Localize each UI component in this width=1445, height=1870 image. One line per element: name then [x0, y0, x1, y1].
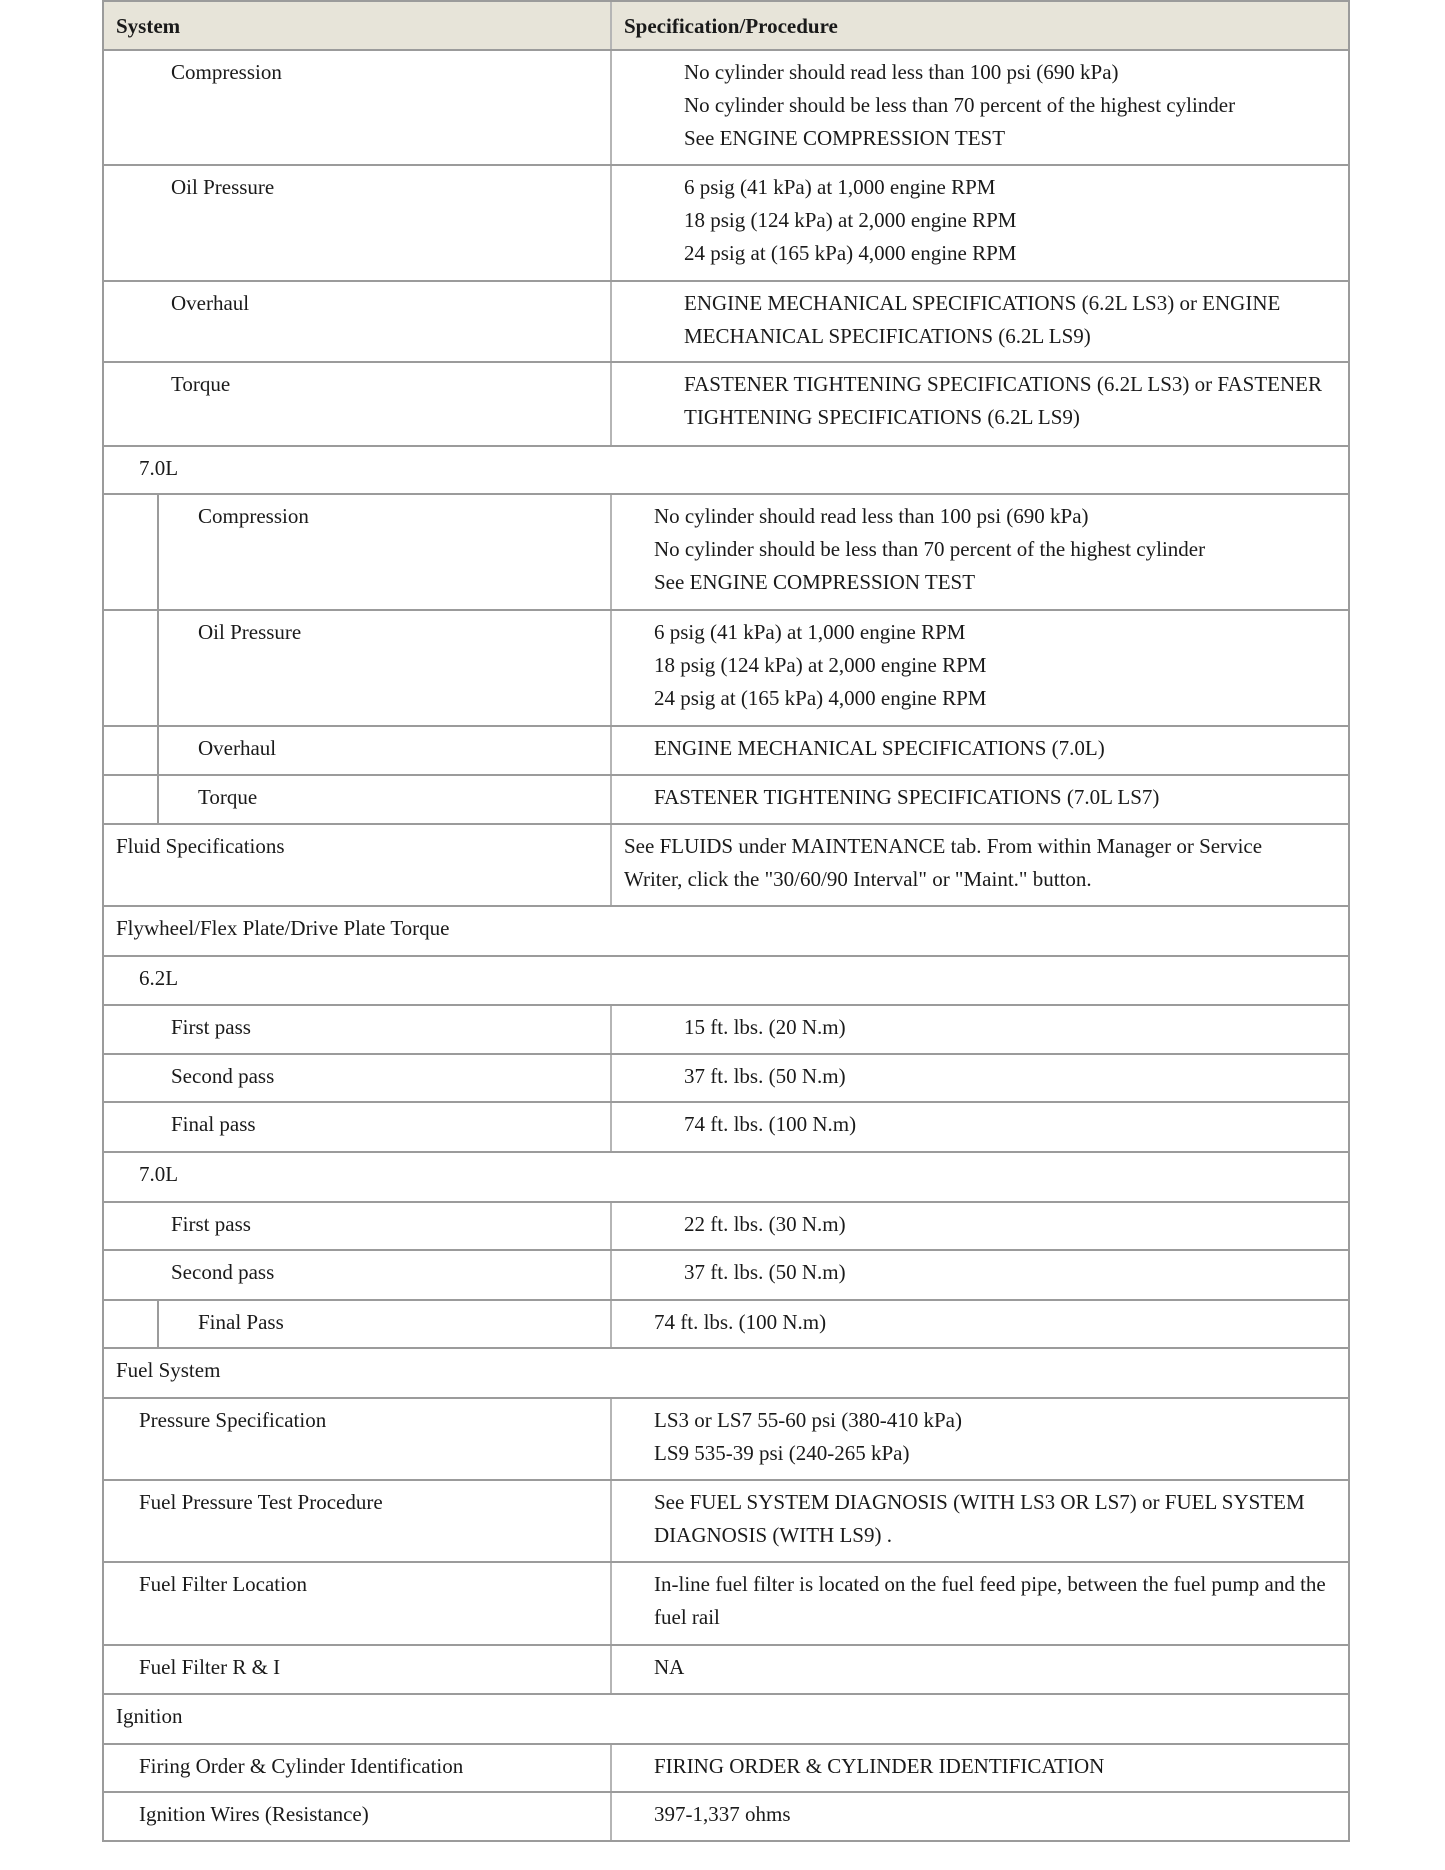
system-cell: Second pass: [171, 1064, 275, 1088]
system-cell: Overhaul: [171, 291, 250, 315]
spec-line: MECHANICAL SPECIFICATIONS (6.2L LS9): [684, 324, 1091, 348]
table-row: [102, 727, 1350, 776]
system-cell: Torque: [198, 785, 258, 809]
table-row: [102, 166, 1350, 282]
indent-bar: [157, 776, 159, 823]
spec-line: LS3 or LS7 55-60 psi (380-410 kPa): [654, 1408, 962, 1432]
system-cell: First pass: [171, 1015, 251, 1039]
spec-line: DIAGNOSIS (WITH LS9) .: [654, 1523, 892, 1547]
spec-line: 18 psig (124 kPa) at 2,000 engine RPM: [684, 208, 1017, 232]
spec-line: No cylinder should read less than 100 psi (690 kPa): [684, 60, 1119, 84]
spec-line: 74 ft. lbs. (100 N.m): [684, 1112, 857, 1136]
spec-cell: [684, 56, 1235, 155]
system-cell: Final Pass: [198, 1310, 284, 1334]
spec-line: See ENGINE COMPRESSION TEST: [654, 570, 976, 594]
column-divider: [610, 727, 612, 774]
column-divider: [610, 166, 612, 280]
column-divider: [610, 825, 612, 905]
column-divider: [610, 495, 612, 609]
spec-cell: [684, 1011, 846, 1044]
indent-bar: [157, 727, 159, 774]
spec-cell: [684, 1256, 846, 1289]
spec-cell: [684, 368, 1322, 434]
column-divider: [610, 1103, 612, 1151]
spec-line: 6 psig (41 kPa) at 1,000 engine RPM: [654, 620, 966, 644]
table-row: [102, 1006, 1350, 1055]
spec-cell: [684, 171, 1016, 270]
spec-line: 18 psig (124 kPa) at 2,000 engine RPM: [654, 653, 987, 677]
spec-table: [102, 0, 1350, 1842]
spec-line: FIRING ORDER & CYLINDER IDENTIFICATION: [654, 1754, 1105, 1778]
system-cell: Fuel Pressure Test Procedure: [139, 1490, 383, 1514]
table-row: [102, 1793, 1350, 1842]
system-cell: First pass: [171, 1212, 251, 1236]
column-divider: [610, 776, 612, 823]
spec-cell: [654, 1750, 1104, 1783]
table-row: [102, 1563, 1350, 1646]
indent-bar: [157, 611, 159, 725]
system-cell: Torque: [171, 372, 231, 396]
table-row: [102, 1646, 1350, 1695]
spec-cell: [684, 1060, 846, 1093]
table-row: [102, 611, 1350, 727]
spec-line: 6 psig (41 kPa) at 1,000 engine RPM: [684, 175, 996, 199]
spec-line: FASTENER TIGHTENING SPECIFICATIONS (7.0L LS7): [654, 785, 1160, 809]
table-row: [102, 282, 1350, 363]
column-divider: [610, 1055, 612, 1101]
spec-cell: [684, 1108, 856, 1141]
spec-line: 22 ft. lbs. (30 N.m): [684, 1212, 846, 1236]
system-cell: Overhaul: [198, 736, 277, 760]
spec-cell: [654, 616, 986, 715]
system-cell: Compression: [171, 60, 282, 84]
spec-cell: [654, 1651, 684, 1684]
system-cell: Ignition Wires (Resistance): [139, 1802, 369, 1826]
section-label: 7.0L: [139, 1162, 179, 1186]
spec-cell: [684, 287, 1280, 353]
column-divider: [610, 1301, 612, 1347]
column-header-spec: Specification/Procedure: [624, 14, 838, 38]
column-divider: [610, 1481, 612, 1561]
table-row: [102, 825, 1350, 907]
table-section-row: [102, 957, 1350, 1006]
table-header: [102, 0, 1350, 51]
table-row: [102, 1203, 1350, 1251]
column-divider: [610, 363, 612, 445]
column-header-system: System: [116, 14, 181, 38]
spec-line: No cylinder should be less than 70 percent of the highest cylinder: [684, 93, 1236, 117]
table-row: [102, 776, 1350, 825]
spec-cell: [654, 781, 1159, 814]
system-cell: Pressure Specification: [139, 1408, 327, 1432]
spec-cell: [624, 830, 1262, 896]
section-label: 7.0L: [139, 456, 179, 480]
spec-line: 397-1,337 ohms: [654, 1802, 791, 1826]
column-divider: [610, 1646, 612, 1693]
spec-line: See ENGINE COMPRESSION TEST: [684, 126, 1006, 150]
spec-line: LS9 535-39 psi (240-265 kPa): [654, 1441, 910, 1465]
spec-cell: [654, 1306, 826, 1339]
spec-line: See FLUIDS under MAINTENANCE tab. From within Manager or Service: [624, 834, 1263, 858]
spec-line: FASTENER TIGHTENING SPECIFICATIONS (6.2L LS3) or FASTENER: [684, 372, 1322, 396]
column-divider: [610, 611, 612, 725]
table-row: [102, 1481, 1350, 1563]
table-row: [102, 363, 1350, 447]
system-cell: Fuel Filter R & I: [139, 1655, 281, 1679]
spec-line: 24 psig at (165 kPa) 4,000 engine RPM: [684, 241, 1017, 265]
table-section-row: [102, 907, 1350, 957]
spec-line: Writer, click the "30/60/90 Interval" or "Maint." button.: [624, 867, 1092, 891]
table-section-row: [102, 1695, 1350, 1745]
table-row: [102, 51, 1350, 166]
spec-line: 74 ft. lbs. (100 N.m): [654, 1310, 827, 1334]
section-label: 6.2L: [139, 966, 179, 990]
spec-line: 37 ft. lbs. (50 N.m): [684, 1064, 846, 1088]
table-row: [102, 495, 1350, 611]
system-cell: Second pass: [171, 1260, 275, 1284]
system-cell: Firing Order & Cylinder Identification: [139, 1754, 464, 1778]
section-label: Flywheel/Flex Plate/Drive Plate Torque: [116, 916, 450, 940]
table-row: [102, 1399, 1350, 1481]
column-divider: [610, 1563, 612, 1644]
table-section-row: [102, 1349, 1350, 1399]
system-cell: Fuel Filter Location: [139, 1572, 307, 1596]
system-cell: Final pass: [171, 1112, 256, 1136]
spec-cell: [654, 1568, 1326, 1634]
section-label: Fuel System: [116, 1358, 221, 1382]
spec-line: NA: [654, 1655, 685, 1679]
spec-line: 24 psig at (165 kPa) 4,000 engine RPM: [654, 686, 987, 710]
spec-line: In-line fuel filter is located on the fuel feed pipe, between the fuel pump and the: [654, 1572, 1326, 1596]
table-section-row: [102, 1153, 1350, 1203]
spec-cell: [654, 1798, 791, 1831]
spec-cell: [684, 1208, 846, 1241]
spec-cell: [654, 500, 1205, 599]
table-row: [102, 1301, 1350, 1349]
spec-cell: [654, 732, 1105, 765]
spec-line: 37 ft. lbs. (50 N.m): [684, 1260, 846, 1284]
system-cell: Compression: [198, 504, 309, 528]
table-body: [102, 51, 1350, 1842]
column-divider: [610, 282, 612, 361]
indent-bar: [157, 495, 159, 609]
table-row: [102, 1055, 1350, 1103]
column-divider: [610, 1745, 612, 1791]
spec-cell: [654, 1486, 1305, 1552]
column-divider: [610, 51, 612, 164]
spec-line: ENGINE MECHANICAL SPECIFICATIONS (6.2L LS3) or ENGINE: [684, 291, 1281, 315]
spec-line: 15 ft. lbs. (20 N.m): [684, 1015, 846, 1039]
system-cell: Oil Pressure: [171, 175, 275, 199]
table-row: [102, 1745, 1350, 1793]
column-divider: [610, 2, 612, 49]
spec-cell: [654, 1404, 962, 1470]
column-divider: [610, 1006, 612, 1053]
table-row: [102, 1251, 1350, 1301]
column-divider: [610, 1251, 612, 1299]
spec-line: No cylinder should read less than 100 psi (690 kPa): [654, 504, 1089, 528]
spec-line: fuel rail: [654, 1605, 720, 1629]
spec-line: No cylinder should be less than 70 percent of the highest cylinder: [654, 537, 1206, 561]
section-label: Ignition: [116, 1704, 183, 1728]
indent-bar: [157, 1301, 159, 1347]
column-divider: [610, 1399, 612, 1479]
table-section-row: [102, 447, 1350, 495]
spec-line: See FUEL SYSTEM DIAGNOSIS (WITH LS3 OR LS7) or FUEL SYSTEM: [654, 1490, 1305, 1514]
column-divider: [610, 1203, 612, 1249]
column-divider: [610, 1793, 612, 1840]
spec-line: ENGINE MECHANICAL SPECIFICATIONS (7.0L): [654, 736, 1105, 760]
system-cell: Fluid Specifications: [116, 834, 285, 858]
system-cell: Oil Pressure: [198, 620, 302, 644]
spec-line: TIGHTENING SPECIFICATIONS (6.2L LS9): [684, 405, 1080, 429]
table-row: [102, 1103, 1350, 1153]
